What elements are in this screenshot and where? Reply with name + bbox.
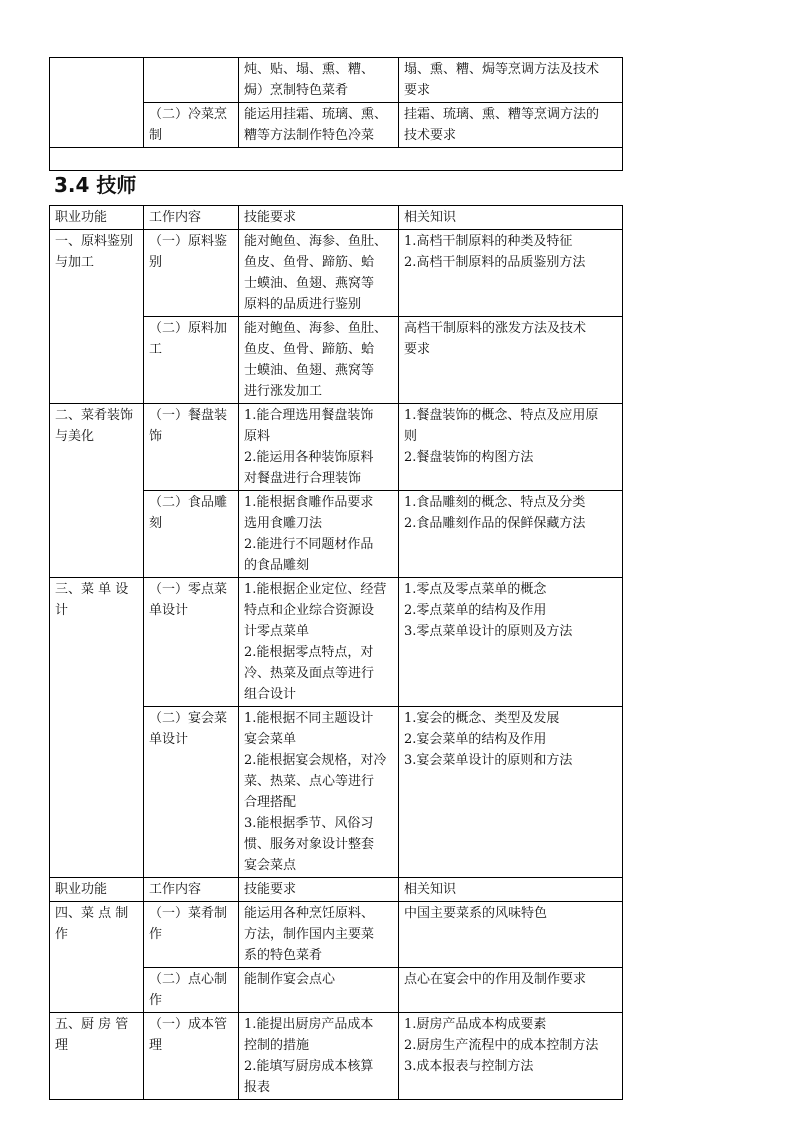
table-row (50, 578, 623, 707)
table-row (50, 902, 623, 968)
table-row (50, 404, 623, 491)
table-row (50, 1013, 623, 1100)
header-skills: 技能要求 (239, 206, 399, 230)
content-cell: （一）菜肴制 作 (144, 902, 239, 968)
knowledge-cell: 1.餐盘装饰的概念、特点及应用原 则 2.餐盘装饰的构图方法 (399, 404, 623, 491)
skills-cell: 能对鲍鱼、海参、鱼肚、 鱼皮、鱼骨、蹄筋、蛤 士蟆油、鱼翅、燕窝等 进行涨发加工 (239, 317, 399, 404)
content-cell: （二）宴会菜 单设计 (144, 707, 239, 878)
header-skills: 技能要求 (239, 878, 399, 902)
table-row (50, 148, 623, 171)
empty-cell (50, 148, 623, 171)
table-row (50, 58, 623, 103)
skills-cell: 能对鲍鱼、海参、鱼肚、 鱼皮、鱼骨、蹄筋、蛤 士蟆油、鱼翅、燕窝等 原料的品质进行鉴别 (239, 230, 399, 317)
knowledge-cell: 中国主要菜系的风味特色 (399, 902, 623, 968)
knowledge-cell: 1.食品雕刻的概念、特点及分类 2.食品雕刻作品的保鲜保藏方法 (399, 491, 623, 578)
skills-cell: 能运用各种烹饪原料、 方法，制作国内主要菜 系的特色菜肴 (239, 902, 399, 968)
content-cell: （一）零点菜 单设计 (144, 578, 239, 707)
skills-table (49, 205, 623, 1100)
knowledge-cell: 1.宴会的概念、类型及发展 2.宴会菜单的结构及作用 3.宴会菜单设计的原则和方法 (399, 707, 623, 878)
skills-cell: 1.能根据不同主题设计 宴会菜单 2.能根据宴会规格，对冷 菜、热菜、点心等进行 合理搭配 3.能根据季节、风俗习 惯、服务对象设计整套 宴会菜点 (239, 707, 399, 878)
skills-cell: 能运用挂霜、琉璃、熏、 糟等方法制作特色冷菜 (239, 103, 399, 148)
function-cell: 一、原料鉴别 与加工 (50, 230, 144, 404)
skills-cell: 1.能根据食雕作品要求 选用食雕刀法 2.能进行不同题材作品 的食品雕刻 (239, 491, 399, 578)
content-cell: （一）餐盘装 饰 (144, 404, 239, 491)
skills-cell: 1.能根据企业定位、经营 特点和企业综合资源设 计零点菜单 2.能根据零点特点，对 冷、热菜及面点等进行 组合设计 (239, 578, 399, 707)
section-title: 3.4 技师 (54, 173, 137, 197)
skills-cell: 1.能提出厨房产品成本 控制的措施 2.能填写厨房成本核算 报表 (239, 1013, 399, 1100)
knowledge-cell: 塌、熏、糟、焗等烹调方法及技术 要求 (399, 58, 623, 103)
skills-cell: 1.能合理选用餐盘装饰 原料 2.能运用各种装饰原料 对餐盘进行合理装饰 (239, 404, 399, 491)
header-row (50, 878, 623, 902)
header-knowledge: 相关知识 (399, 206, 623, 230)
knowledge-cell: 点心在宴会中的作用及制作要求 (399, 968, 623, 1013)
function-cell: 四、菜 点 制 作 (50, 902, 144, 1013)
continuation-table (49, 57, 623, 171)
table-row (50, 230, 623, 317)
header-function: 职业功能 (50, 206, 144, 230)
knowledge-cell: 1.厨房产品成本构成要素 2.厨房生产流程中的成本控制方法 3.成本报表与控制方法 (399, 1013, 623, 1100)
header-content: 工作内容 (144, 206, 239, 230)
content-cell: （二）原料加 工 (144, 317, 239, 404)
knowledge-cell: 高档干制原料的涨发方法及技术 要求 (399, 317, 623, 404)
header-knowledge: 相关知识 (399, 878, 623, 902)
knowledge-cell: 1.零点及零点菜单的概念 2.零点菜单的结构及作用 3.零点菜单设计的原则及方法 (399, 578, 623, 707)
function-cell: 三、菜 单 设 计 (50, 578, 144, 878)
header-content: 工作内容 (144, 878, 239, 902)
content-cell: （二）点心制 作 (144, 968, 239, 1013)
knowledge-cell: 挂霜、琉璃、熏、糟等烹调方法的 技术要求 (399, 103, 623, 148)
content-cell: （二）食品雕 刻 (144, 491, 239, 578)
content-cell: （一）原料鉴 别 (144, 230, 239, 317)
function-cell (50, 58, 144, 148)
skills-cell: 能制作宴会点心 (239, 968, 399, 1013)
header-row (50, 206, 623, 230)
header-function: 职业功能 (50, 878, 144, 902)
content-cell (144, 58, 239, 103)
knowledge-cell: 1.高档干制原料的种类及特征 2.高档干制原料的品质鉴别方法 (399, 230, 623, 317)
content-cell: （一）成本管 理 (144, 1013, 239, 1100)
content-cell: （二）冷菜烹 制 (144, 103, 239, 148)
function-cell: 五、厨 房 管 理 (50, 1013, 144, 1100)
function-cell: 二、菜肴装饰 与美化 (50, 404, 144, 578)
skills-cell: 炖、贴、塌、熏、糟、 焗）烹制特色菜肴 (239, 58, 399, 103)
